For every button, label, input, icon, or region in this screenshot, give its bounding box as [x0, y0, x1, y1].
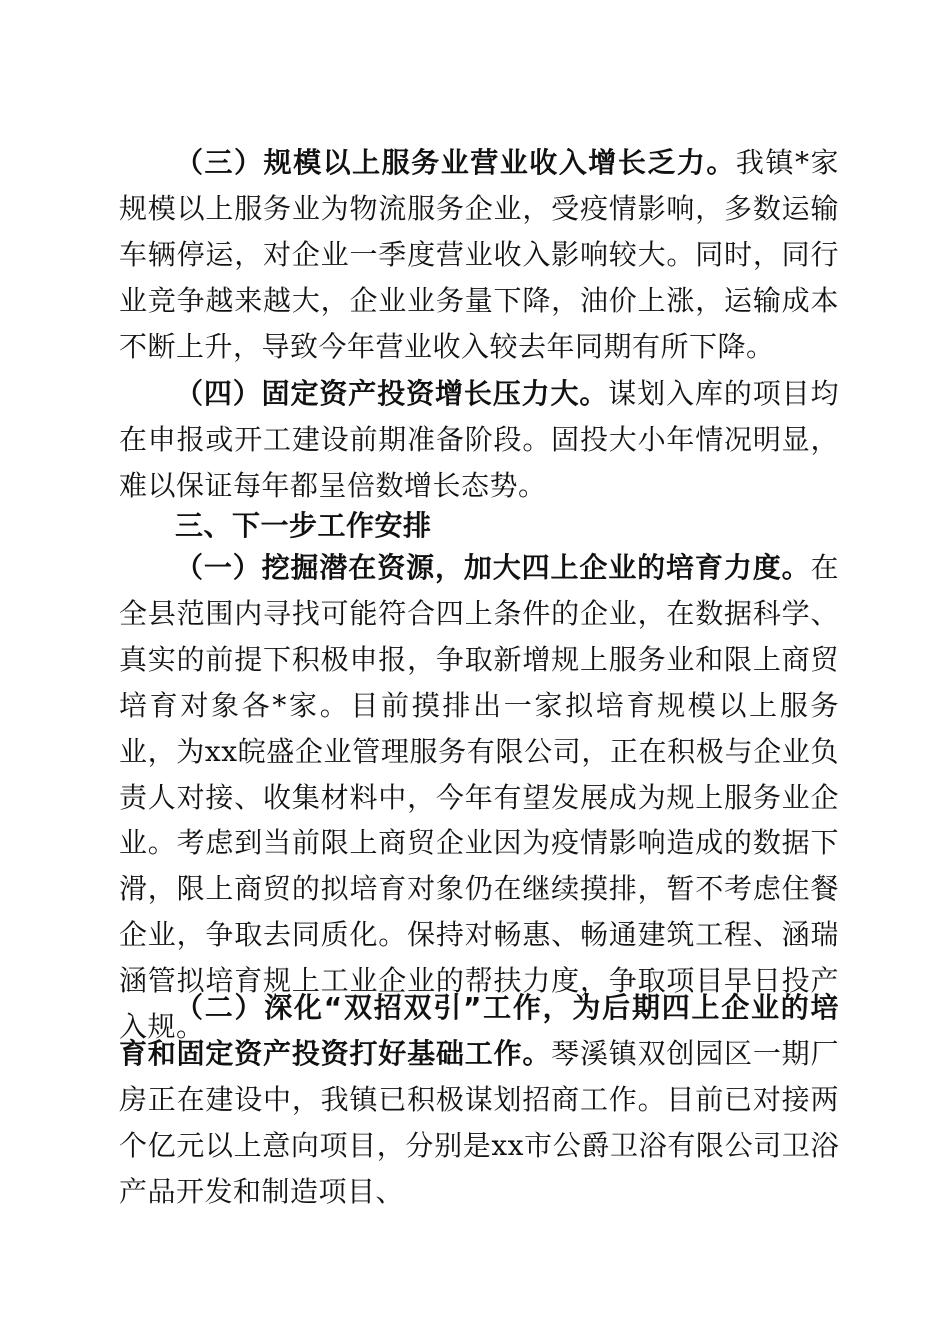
paragraph-investment-attraction [119, 985, 839, 1215]
paragraph-fixed-asset-investment [119, 371, 839, 509]
paragraph-service-revenue [119, 140, 839, 370]
paragraph-body: 琴溪镇双创园区一期厂房正在建设中，我镇已积极谋划招商工作。目前已对接两个亿元以上意向项目，分别是xx市公爵卫浴有限公司卫浴产品开发和制造项目、 [119, 1036, 839, 1208]
paragraph-lead: （三）规模以上服务业营业收入增长乏力。 [175, 146, 736, 179]
section-heading: 三、下一步工作安排 [175, 509, 432, 542]
paragraph-cultivate-enterprises [119, 545, 839, 1050]
paragraph-lead: （四）固定资产投资增长压力大。 [175, 377, 609, 410]
paragraph-body: 谋划入库的项目均在申报或开工建设前期准备阶段。固投大小年情况明显，难以保证每年都呈倍数增长态势。 [119, 377, 839, 502]
paragraph-body: 我镇*家规模以上服务业为物流服务企业，受疫情影响，多数运输车辆停运，对企业一季度营业收入影响较大。同时，同行业竞争越来越大，企业业务量下降，油价上涨，运输成本不断上升，导致今年营业收入较去年同期有所下降。 [119, 146, 839, 363]
paragraph-lead: （二）深化“双招双引”工作，为后期四上企业的培育和固定资产投资打好基础工作。 [119, 991, 839, 1070]
paragraph-lead: （一）挖掘潜在资源，加大四上企业的培育力度。 [175, 551, 811, 584]
paragraph-body: 在全县范围内寻找可能符合四上条件的企业，在数据科学、真实的前提下积极申报，争取新增规上服务业和限上商贸培育对象各*家。目前摸排出一家拟培育规模以上服务业，为xx皖盛企业管理服务有限公司，正在积极与企业负责人对接、收集材料中，今年有望发展成为规上服务业企业。考虑到当前限上商贸企业因为疫情影响造成的数据下滑，限上商贸的拟培育对象仍在继续摸排，暂不考虑住餐企业，争取去同质化。保持对畅惠、畅通建筑工程、涵瑞涵管拟培育规上工业企业的帮扶力度，争取项目早日投产入规。 [119, 551, 839, 1044]
